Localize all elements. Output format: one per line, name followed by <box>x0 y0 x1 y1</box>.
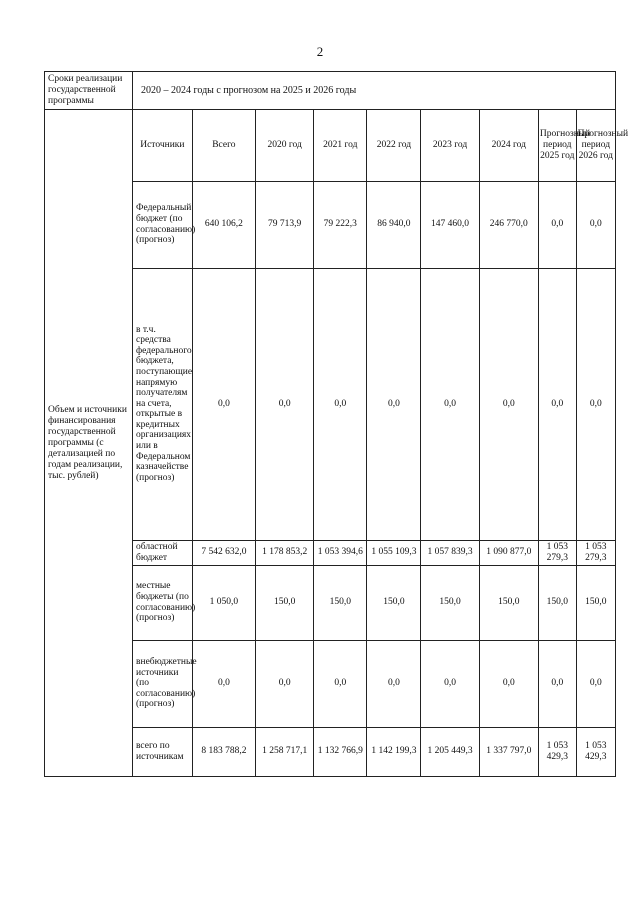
value-cell: 1 050,0 <box>192 565 255 640</box>
source-label: местные бюджеты (по согласованию) (прогноз) <box>133 565 192 640</box>
value-cell: 0,0 <box>256 268 314 540</box>
value-cell: 1 258 717,1 <box>256 727 314 776</box>
header-2023: 2023 год <box>421 110 479 181</box>
source-label: внебюджетные источники (по согласованию) (прогноз) <box>133 640 192 727</box>
value-cell: 7 542 632,0 <box>192 540 255 565</box>
period-row <box>45 72 616 110</box>
value-cell: 150,0 <box>314 565 367 640</box>
value-cell: 150,0 <box>367 565 421 640</box>
page-number: 2 <box>316 44 324 59</box>
value-cell: 0,0 <box>314 640 367 727</box>
value-cell: 0,0 <box>538 181 576 268</box>
source-label: в т.ч. средства федерального бюджета, поступающие напрямую получателям на счета, открытые в кредитных организациях или в Федеральном казначействе (прогноз) <box>133 268 192 540</box>
source-label: областной бюджет <box>133 540 192 565</box>
value-cell: 0,0 <box>538 268 576 540</box>
header-2020: 2020 год <box>256 110 314 181</box>
value-cell: 1 053 429,3 <box>576 727 615 776</box>
value-cell: 1 053 394,6 <box>314 540 367 565</box>
value-cell: 0,0 <box>576 181 615 268</box>
table-row <box>133 640 615 727</box>
header-total: Всего <box>192 110 255 181</box>
value-cell: 150,0 <box>576 565 615 640</box>
value-cell: 79 222,3 <box>314 181 367 268</box>
value-cell: 79 713,9 <box>256 181 314 268</box>
value-cell: 150,0 <box>479 565 538 640</box>
header-2024: 2024 год <box>479 110 538 181</box>
financing-table <box>133 110 629 776</box>
table-row <box>133 727 615 776</box>
value-cell: 0,0 <box>538 640 576 727</box>
table-row <box>133 540 615 565</box>
table-row <box>133 565 615 640</box>
value-cell: 0,0 <box>314 268 367 540</box>
value-cell: 0,0 <box>479 640 538 727</box>
value-cell: 150,0 <box>538 565 576 640</box>
value-cell: 8 183 788,2 <box>192 727 255 776</box>
header-2025: Прогнозный период 2025 год <box>538 110 576 181</box>
value-cell: 1 132 766,9 <box>314 727 367 776</box>
value-cell: 0,0 <box>421 640 479 727</box>
value-cell: 1 057 839,3 <box>421 540 479 565</box>
header-2021: 2021 год <box>314 110 367 181</box>
value-cell: 1 142 199,3 <box>367 727 421 776</box>
value-cell: 0,0 <box>192 268 255 540</box>
value-cell: 86 940,0 <box>367 181 421 268</box>
source-label: всего по источникам <box>133 727 192 776</box>
header-row <box>133 110 615 181</box>
header-2022: 2022 год <box>367 110 421 181</box>
value-cell: 150,0 <box>421 565 479 640</box>
value-cell: 0,0 <box>421 268 479 540</box>
value-cell: 0,0 <box>367 268 421 540</box>
value-cell: 0,0 <box>367 640 421 727</box>
value-cell: 0,0 <box>576 640 615 727</box>
value-cell: 1 053 279,3 <box>538 540 576 565</box>
value-cell: 0,0 <box>576 268 615 540</box>
value-cell: 0,0 <box>479 268 538 540</box>
value-cell: 0,0 <box>256 640 314 727</box>
value-cell: 1 055 109,3 <box>367 540 421 565</box>
value-cell: 1 053 279,3 <box>576 540 615 565</box>
value-cell: 1 178 853,2 <box>256 540 314 565</box>
passport-table <box>44 71 629 777</box>
header-sources: Источники <box>133 110 192 181</box>
value-cell: 640 106,2 <box>192 181 255 268</box>
value-cell: 1 337 797,0 <box>479 727 538 776</box>
value-cell: 147 460,0 <box>421 181 479 268</box>
period-value: 2020 – 2024 годы с прогнозом на 2025 и 2026 годы <box>133 72 616 110</box>
table-row <box>133 181 615 268</box>
value-cell: 0,0 <box>192 640 255 727</box>
financing-row <box>45 110 616 777</box>
financing-label: Объем и источники финансирования государственной программы (с детализацией по годам реализации, тыс. рублей) <box>45 110 133 777</box>
period-label: Сроки реализации государственной программы <box>45 72 133 110</box>
source-label: Федеральный бюджет (по согласованию) (прогноз) <box>133 181 192 268</box>
header-2026: Прогнозный период 2026 год <box>576 110 615 181</box>
value-cell: 1 090 877,0 <box>479 540 538 565</box>
value-cell: 1 205 449,3 <box>421 727 479 776</box>
value-cell: 150,0 <box>256 565 314 640</box>
value-cell: 1 053 429,3 <box>538 727 576 776</box>
value-cell: 246 770,0 <box>479 181 538 268</box>
financing-cell <box>133 110 629 777</box>
table-row <box>133 268 615 540</box>
